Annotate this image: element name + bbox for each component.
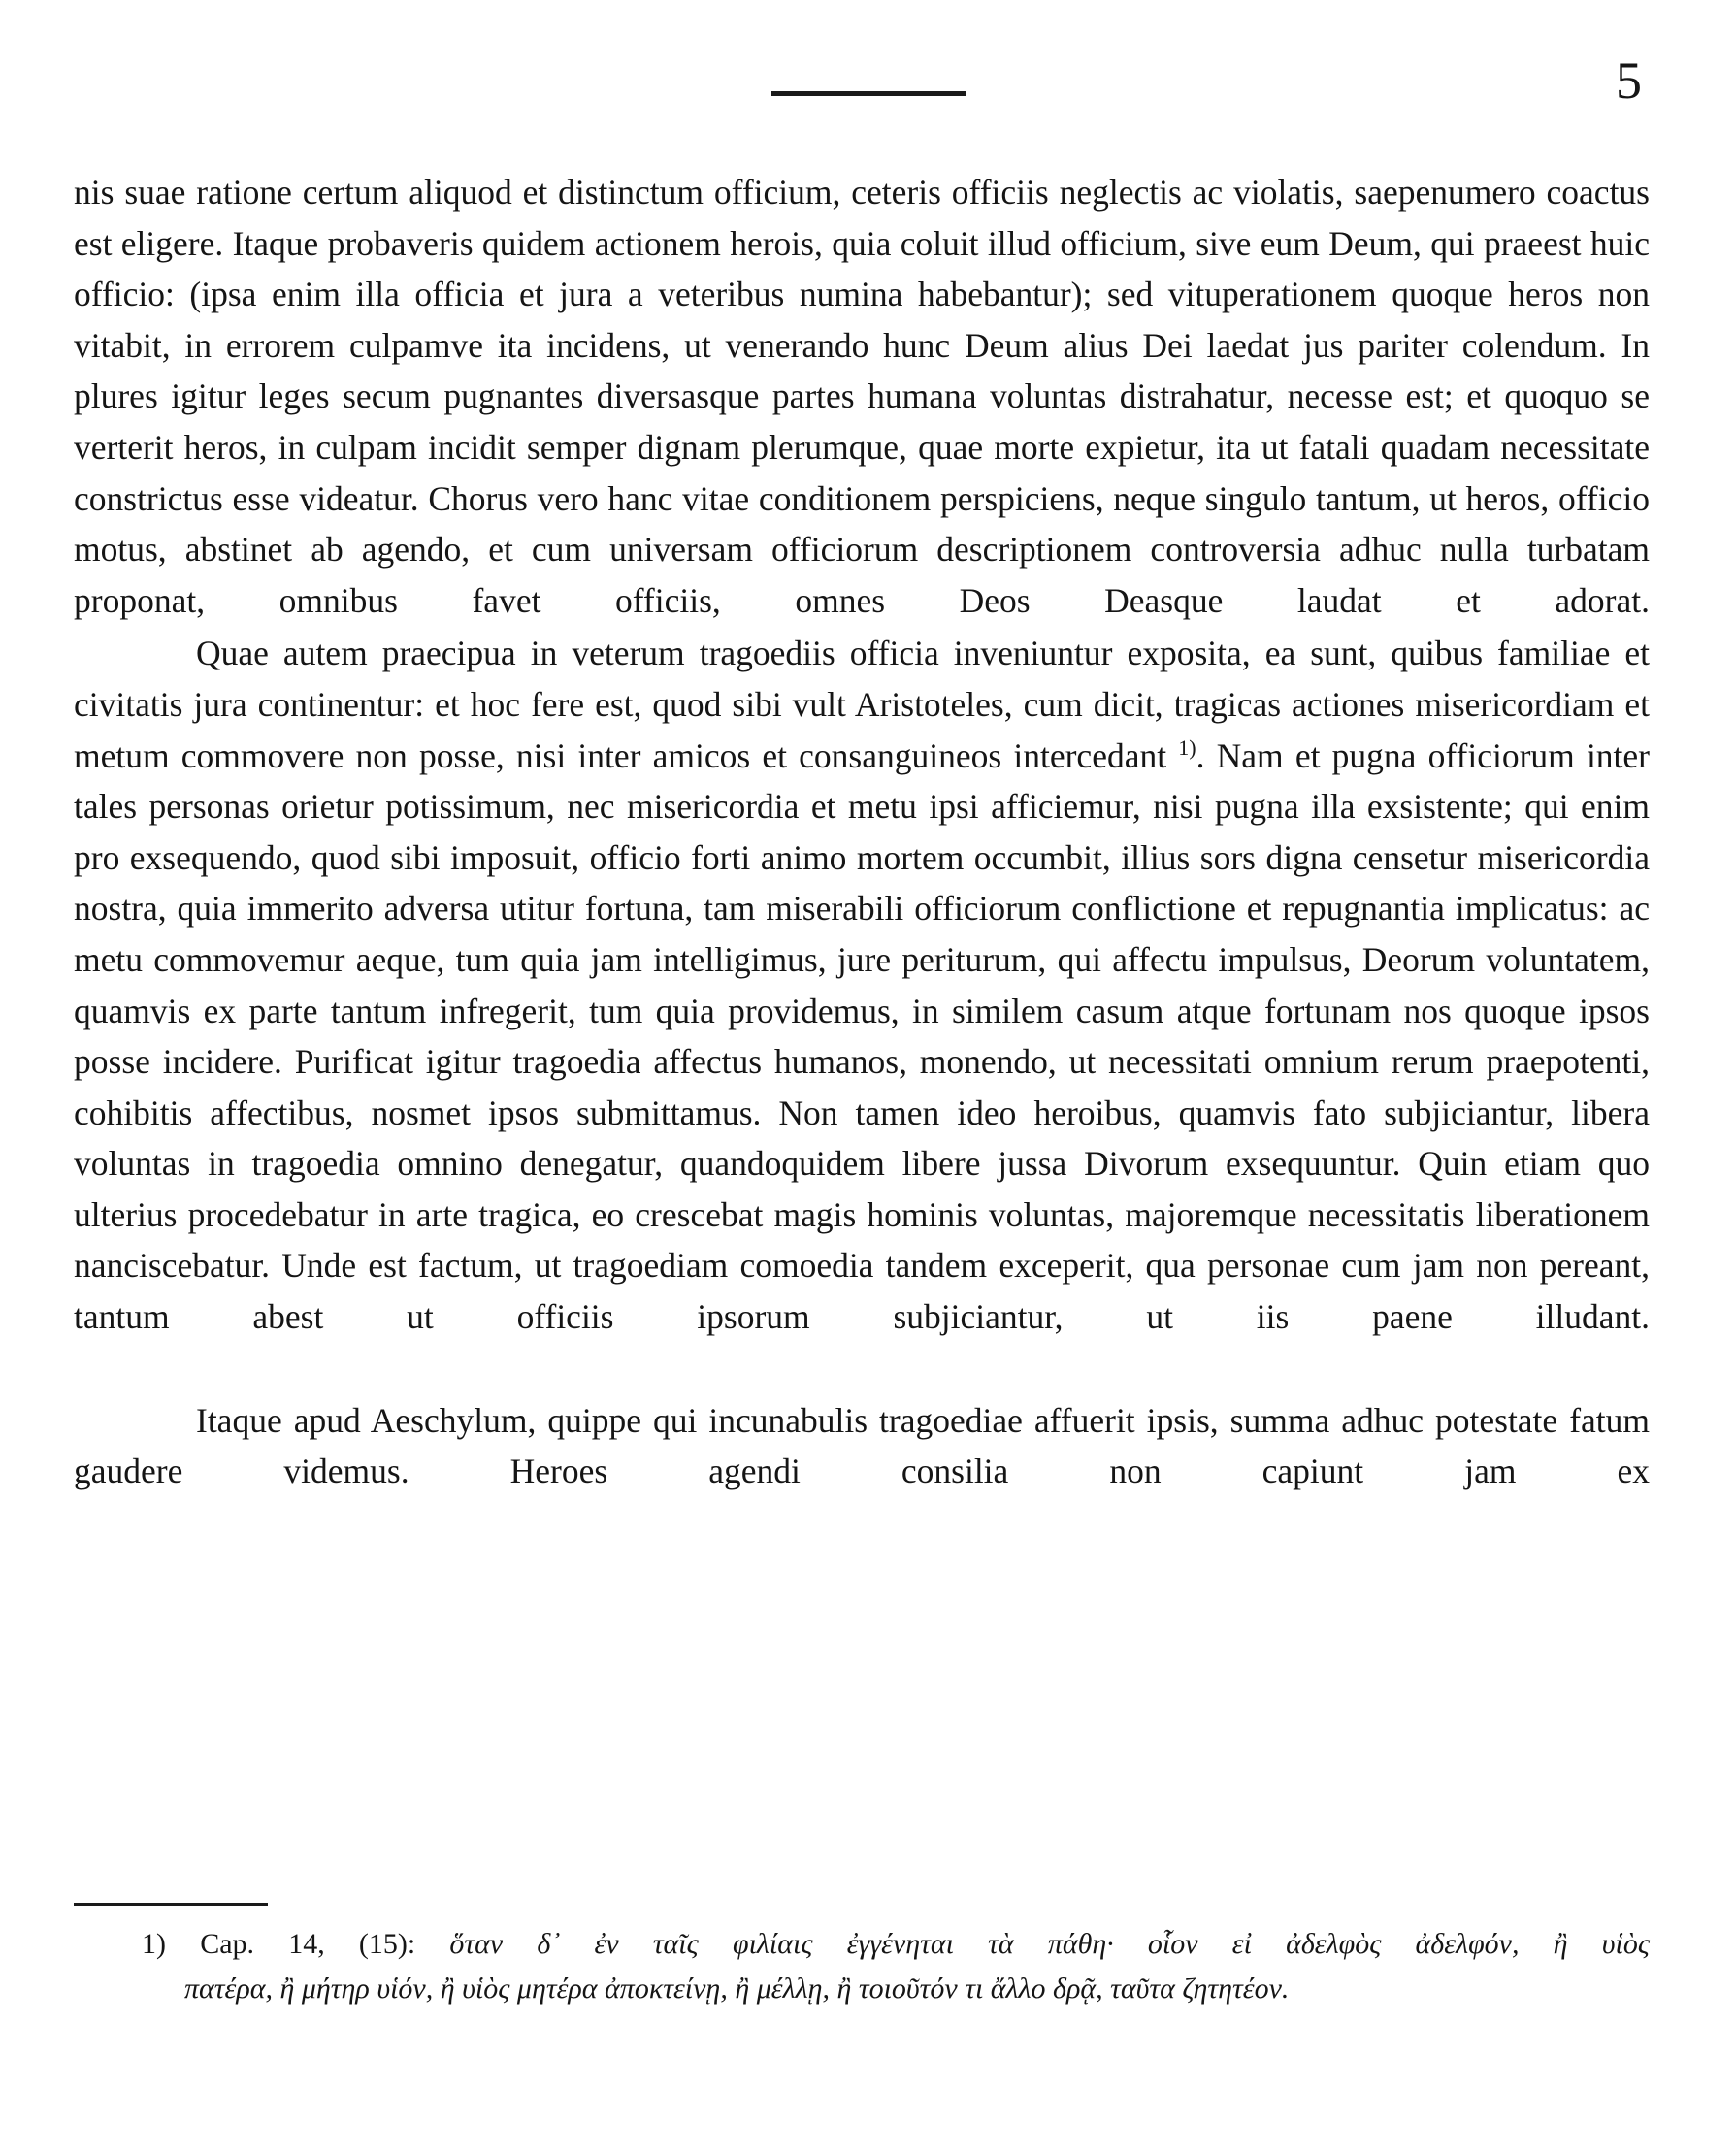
paragraph-3: Itaque apud Aeschylum, quippe qui incunabulis tragoediae affuerit ipsis, summa adhuc potestate fatum gaudere videmus. Heroes agendi consilia non capiunt jam ex	[74, 1400, 1650, 1491]
footnote-reference-label: Cap. 14, (15):	[200, 1928, 416, 1960]
footnote-reference[interactable]: 1)	[1178, 734, 1196, 760]
paragraph-2	[74, 628, 1650, 1342]
footnote	[74, 1922, 1650, 2011]
paragraph-2-text-a: Quae autem praecipua in veterum tragoediis officia inveniuntur exposita, ea sunt, quibus familiae et civitatis jura continentur: et hoc fere est, quod sibi vult Aristoteles, cum dicit, tragicas actiones misericordiam et metum commovere non posse, nisi inter amicos et consanguineos intercedant	[74, 634, 1650, 775]
footnote-greek-line-1: ὅταν δ᾽ ἐν ταῖς φιλίαις ἐγγένηται τὰ πάθη· οἷον εἰ ἀδελφὸς ἀδελφόν, ἢ υἱὸς	[449, 1928, 1651, 1960]
paragraph-1: nis suae ratione certum aliquod et distinctum officium, ceteris officiis neglectis ac violatis, saepenumero coactus est eligere. Itaque probaveris quidem actionem herois, quia coluit illud officium, sive eum Deum, qui praeest huic officio: (ipsa enim illa officia et jura a veteribus numina habebantur); sed vituperationem quoque heros non vitabit, in errorem culpamve ita incidens, ut venerando hunc Deum alius Dei laedat jus pariter colendum. In plures igitur leges secum pugnantes diversasque partes humana voluntas distrahatur, necesse est; et quoquo se verterit heros, in culpam incidit semper dignam plerumque, quae morte expietur, ita ut fatali quadam necessitate constrictus esse videatur. Chorus vero hanc vitae conditionem perspiciens, neque singulo tantum, ut heros, officio motus, abstinet ab agendo, et cum universam officiorum descriptionem controversia adhuc nulla turbatam proponat, omnibus favet officiis, omnes Deos Deasque laudat et adorat.	[74, 173, 1650, 620]
header-rule	[771, 91, 966, 96]
footnote-marker: 1)	[142, 1928, 166, 1960]
paragraph-2-text-b: . Nam et pugna officiorum inter tales personas orietur potissimum, nec misericordia et metu ipsi afficiemur, nisi pugna illa exsistente; qui enim pro exsequendo, quod sibi imposuit, officio forti animo mortem occumbit, illius sors digna censetur misericordia nostra, quia immerito adversa utitur fortuna, tam miserabili officiorum conflictione et repugnantia implicatus: ac metu commovemur aeque, tum quia jam intelligimus, jure periturum, qui affectu impulsus, Deorum voluntatem, quamvis ex parte tantum infregerit, tum quia providemus, in similem casum atque fortunam nos quoque ipsos posse incidere. Purificat igitur tragoedia affectus humanos, monendo, ut necessitati omnium rerum praepotenti, cohibitis affectibus, nosmet ipsos submittamus. Non tamen ideo heroibus, quamvis fato subjiciantur, libera voluntas in tragoedia omnino denegatur, quandoquidem libere jussa Divorum exsequuntur. Quin etiam quo ulterius procedebatur in arte tragica, eo crescebat magis hominis voluntas, majoremque necessitatis liberationem nanciscebatur. Unde est factum, ut tragoediam comoedia tandem exceperit, qua personae cum jam non pereant, tantum abest ut officiis ipsorum subjiciantur, ut iis paene illudant.	[74, 735, 1651, 1337]
footnote-greek-line-2: πατέρα, ἢ μήτηρ υἱόν, ἢ υἱὸς μητέρα ἀποκτείνῃ, ἢ μέλλῃ, ἢ τοιοῦτόν τι ἄλλο δρᾷ, ταῦτα ζητητέον.	[184, 1973, 1290, 2005]
footnote-rule	[74, 1903, 268, 1906]
main-text	[74, 167, 1650, 1497]
page-number: 5	[1616, 51, 1642, 110]
